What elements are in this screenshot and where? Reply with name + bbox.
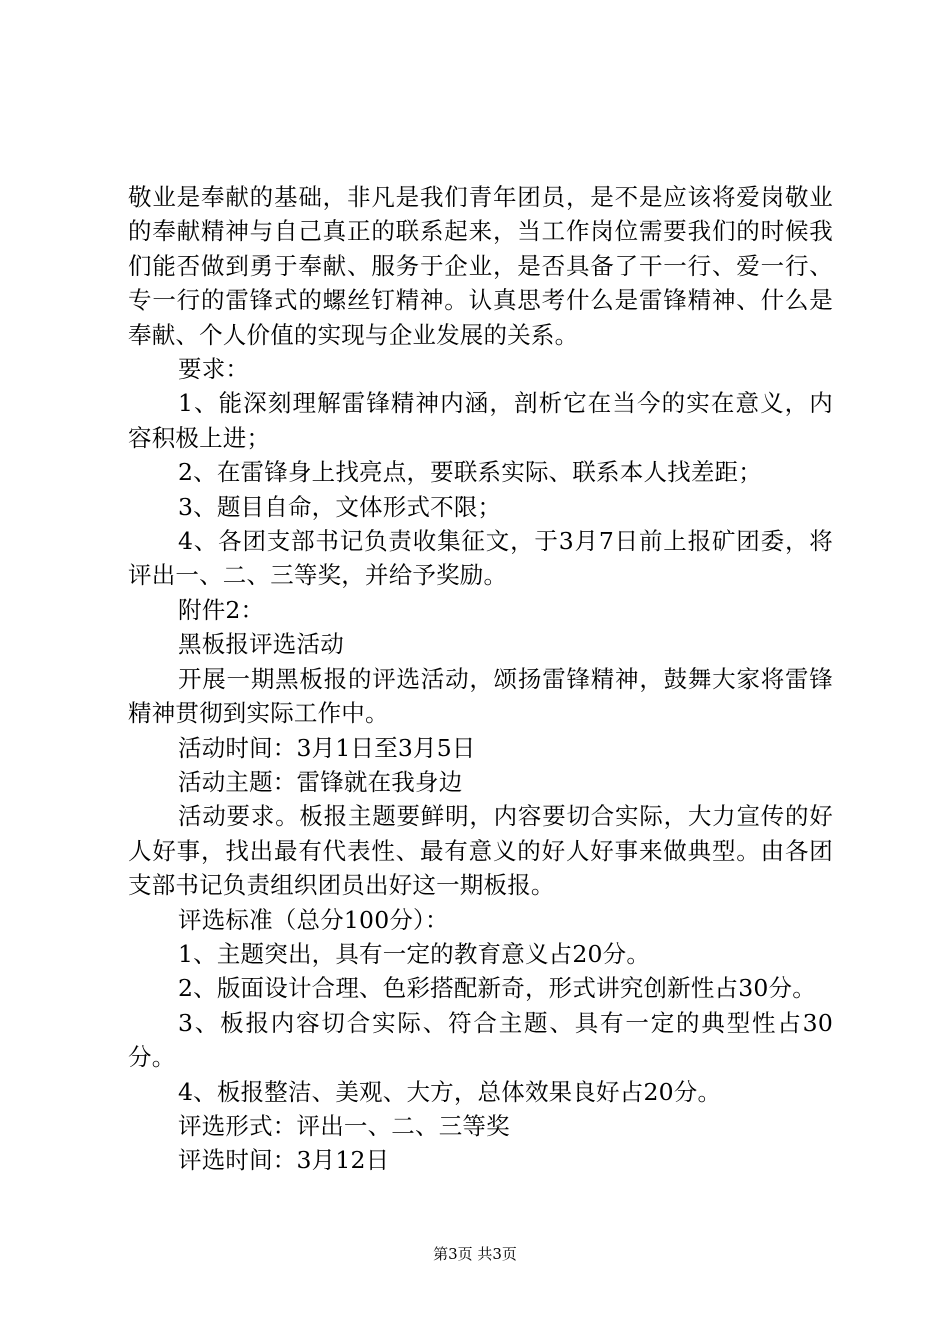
requirement-item: 2、在雷锋身上找亮点，要联系实际、联系本人找差距； [178,458,762,487]
activity-theme: 活动主题：雷锋就在我身边 [178,767,463,796]
requirements-heading: 要求： [178,355,250,384]
activity-title: 黑板报评选活动 [178,630,344,659]
page-number-footer: 第3页 共3页 [433,1245,517,1263]
criteria-item: 1、主题突出，具有一定的教育意义占20分。 [178,939,651,968]
criteria-item: 2、版面设计合理、色彩搭配新奇，形式讲究创新性占30分。 [178,974,816,1003]
requirement-item: 3、题目自命，文体形式不限； [178,492,502,521]
criteria-item: 4、板报整洁、美观、大方，总体效果良好占20分。 [178,1077,722,1106]
selection-time: 评选时间：3月12日 [178,1146,390,1175]
attachment-label: 附件2： [178,595,265,624]
activity-time: 活动时间：3月1日至3月5日 [178,733,476,762]
document-body [128,180,833,1178]
selection-format: 评选形式：评出一、二、三等奖 [178,1111,510,1140]
paragraph-intro: 敬业是奉献的基础，非凡是我们青年团员，是不是应该将爱岗敬业的奉献精神与自己真正的联系起来，当工作岗位需要我们的时候我们能否做到勇于奉献、服务于企业，是否具备了干一行、爱一行、专一行的雷锋式的螺丝钉精神。认真思考什么是雷锋精神、什么是奉献、个人价值的实现与企业发展的关系。 [128,183,833,349]
requirement-item: 4、各团支部书记负责收集征文，于3月7日前上报矿团委，将评出一、二、三等奖，并给予奖励。 [128,527,833,590]
requirement-item: 1、能深刻理解雷锋精神内涵，剖析它在当今的实在意义，内容积极上进； [128,389,833,452]
criteria-heading: 评选标准（总分100分）： [178,905,449,934]
activity-requirements: 活动要求。板报主题要鲜明，内容要切合实际，大力宣传的好人好事，找出最有代表性、最有意义的好人好事来做典型。由各团支部书记负责组织团员出好这一期板报。 [128,802,833,900]
activity-description: 开展一期黑板报的评选活动，颂扬雷锋精神，鼓舞大家将雷锋精神贯彻到实际工作中。 [128,664,833,728]
criteria-item: 3、板报内容切合实际、符合主题、具有一定的典型性占30分。 [128,1008,833,1072]
